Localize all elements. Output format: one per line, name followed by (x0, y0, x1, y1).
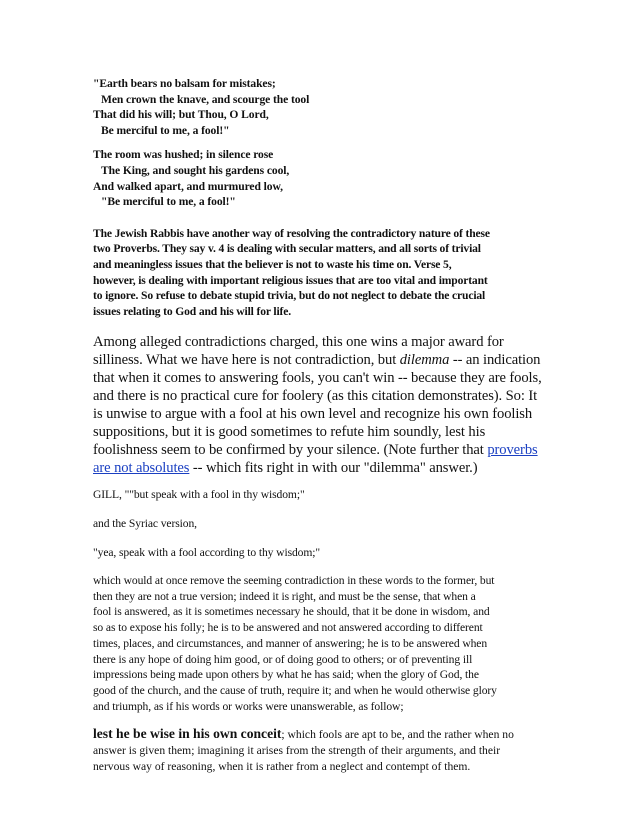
paragraph-line (93, 726, 545, 743)
paragraph-line: which would at once remove the seeming contradiction in these words to the former, but (93, 573, 495, 587)
emphasis-dilemma: dilemma (399, 352, 450, 369)
poem-line: And walked apart, and murmured low, (93, 179, 283, 193)
paragraph-line: impressions being made upon others by what he has said; when the glory of God, the (93, 668, 479, 682)
poem-block (93, 76, 545, 210)
paragraph-line: to ignore. So refuse to debate stupid trivia, but do not neglect to debate the crucial (93, 289, 486, 303)
text-run: -- an indication (449, 352, 541, 369)
conceit-paragraph (93, 726, 545, 775)
poem-line: The King, and sought his gardens cool, (101, 163, 290, 177)
paragraph-line: so as to expose his folly; he is to be answered and not answered according to different (93, 621, 483, 635)
poem-line: Men crown the knave, and scourge the tool (101, 92, 310, 106)
paragraph-line: however, is dealing with important religious issues that are too vital and important (93, 273, 488, 287)
paragraph-line: two Proverbs. They say v. 4 is dealing with secular matters, and all sorts of trivial (93, 242, 481, 256)
poem-line: The room was hushed; in silence rose (93, 148, 274, 162)
paragraph-line: times, places, and circumstances, and manner of answering; he is to be answered when (93, 636, 488, 650)
paragraph-line: The Jewish Rabbis have another way of resolving the contradictory nature of these (93, 226, 490, 240)
text-run: foolishness seem to be confirmed by your silence. (Note further that (93, 442, 488, 459)
quote-line: "yea, speak with a fool according to thy wisdom;" (93, 545, 321, 559)
bold-lead-phrase: lest he be wise in his own conceit (93, 725, 282, 741)
stanza-gap (93, 138, 545, 147)
paragraph-line: Among alleged contradictions charged, this one wins a major award for (93, 334, 504, 351)
gill-heading: GILL, ""but speak with a fool in thy wisdom;" (93, 488, 305, 502)
paragraph-line: and triumph, as if his words or works were unanswerable, as follow; (93, 700, 404, 714)
paragraph-line (93, 459, 545, 477)
paragraph-line: there is any hope of doing him good, or of doing good to others; or of preventing ill (93, 652, 473, 666)
text-run: silliness. What we have here is not contradiction, but (93, 352, 400, 369)
paragraph-line: is unwise to argue with a fool at his own level and recognize his own foolish (93, 406, 533, 423)
paragraph-line: good of the church, and the cause of truth, require it; and when he would otherwise glory (93, 684, 497, 698)
paragraph-line: and there is no practical cure for foolery (as this citation demonstrates). So: It (93, 388, 538, 405)
paragraph-line: answer is given them; imagining it arises from the strength of their arguments, and their (93, 743, 501, 757)
paragraph-line: nervous way of reasoning, when it is rather from a neglect and contempt of them. (93, 759, 471, 773)
paragraph-line (93, 351, 545, 369)
paragraph-line: issues relating to God and his will for life. (93, 304, 291, 318)
paragraph-line: and meaningless issues that the believer is not to waste his time on. Verse 5, (93, 257, 452, 271)
absolutes-link[interactable]: are not absolutes (93, 460, 190, 477)
document-page (93, 76, 545, 775)
paragraph-line: suppositions, but it is good sometimes to refute him soundly, lest his (93, 424, 486, 441)
paragraph-line (93, 441, 545, 459)
paragraph-line: then they are not a true version; indeed it is right, and must be the sense, that when a (93, 589, 476, 603)
poem-line: That did his will; but Thou, O Lord, (93, 108, 269, 122)
text-run: -- which fits right in with our "dilemma" answer.) (189, 460, 478, 477)
gill-paragraph (93, 573, 545, 715)
poem-line: "Be merciful to me, a fool!" (101, 195, 236, 209)
poem-line: "Earth bears no balsam for mistakes; (93, 77, 276, 90)
text-run: ; which fools are apt to be, and the rather when no (281, 727, 514, 741)
commentary-paragraph (93, 333, 545, 477)
rabbis-paragraph (93, 226, 545, 320)
paragraph-line: fool is answered, as it is sometimes necessary he should, that it be done in wisdom, and (93, 605, 490, 619)
paragraph-line: that when it comes to answering fools, you can't win -- because they are fools, (93, 370, 542, 387)
poem-line: Be merciful to me, a fool!" (101, 123, 230, 137)
syriac-line: and the Syriac version, (93, 517, 197, 531)
proverbs-link[interactable]: proverbs (487, 442, 538, 459)
